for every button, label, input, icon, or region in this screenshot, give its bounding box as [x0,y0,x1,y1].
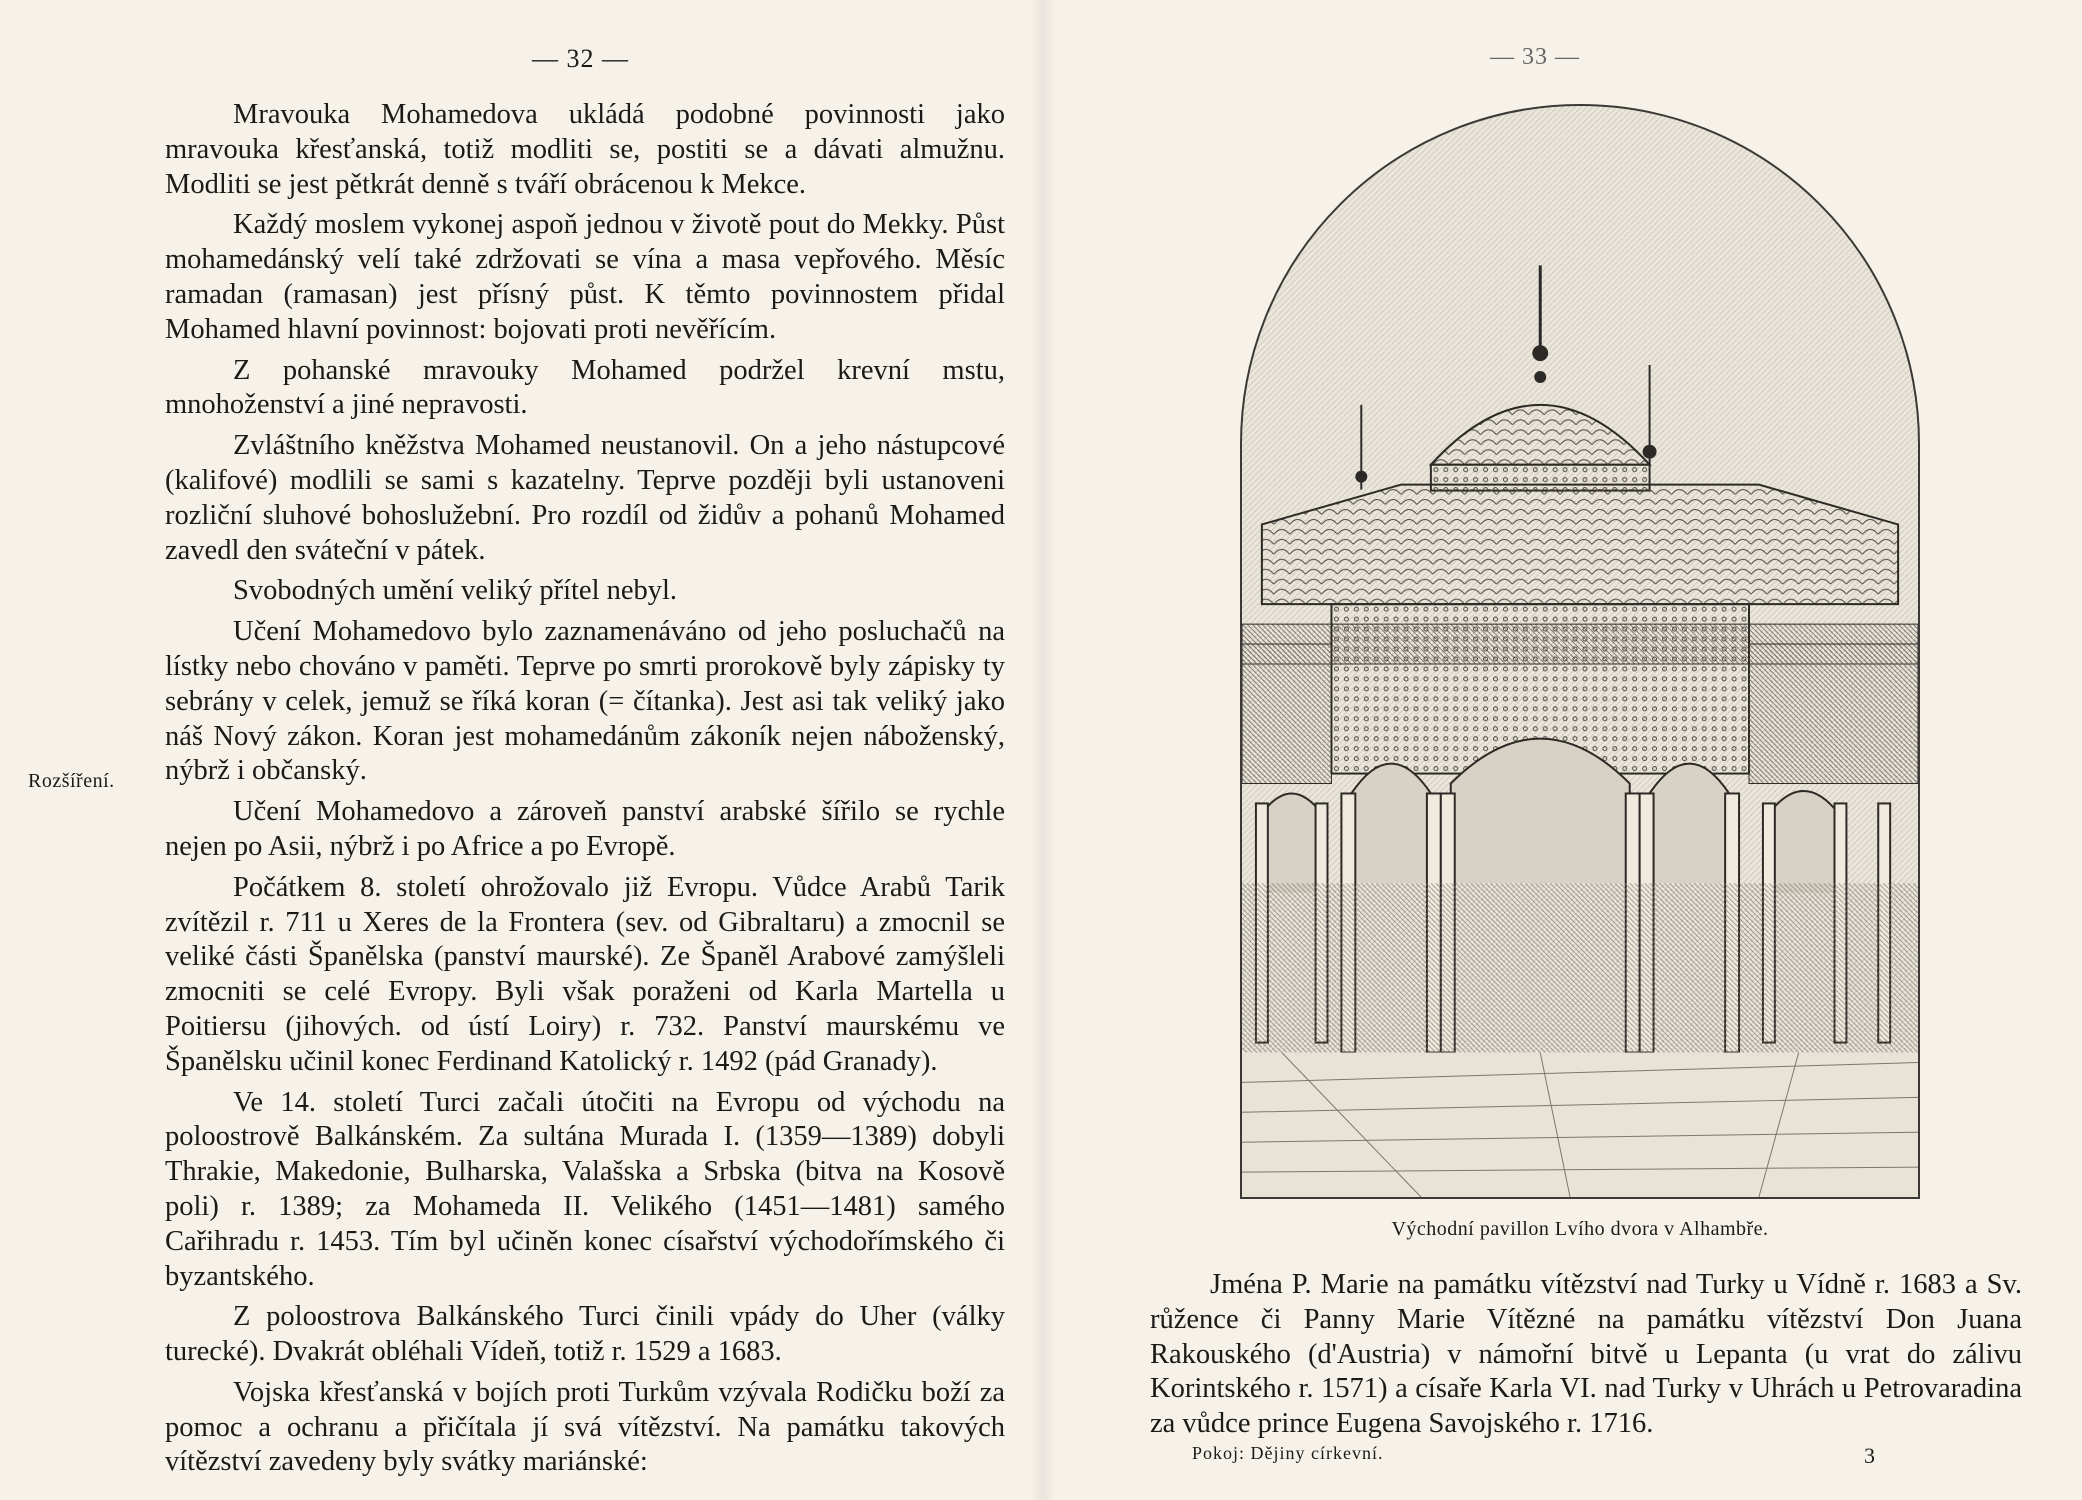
paragraph: Z poloostrova Balkánského Turci činili vpády do Uher (války turecké). Dvakrát obléhali Vídeň, totiž r. 1529 a 1683. [165,1301,1005,1368]
paragraph: Počátkem 8. století ohrožovalo již Evropu. Vůdce Arabů Tarik zvítězil r. 711 u Xeres de la Frontera (sev. od Gibraltaru) a zmocnil se veliké části Španělska (panství maurské). Ze Španěl Arabové zamýšleli zmocniti se celé Evropy. Byli však poraženi od Karla Martella u Poitiersu (jihových. od ústí Loiry) r. 732. Panství maurskému ve Španělsku učinil konec Ferdinand Katolický r. 1492 (pád Granady). [165,871,1005,1077]
courtyard-floor [1242,1053,1918,1197]
left-page-text [165,98,1005,1480]
alhambra-illustration [1240,104,1920,1199]
paragraph: Učení Mohamedovo a zároveň panství arabské šířilo se rychle nejen po Asii, nýbrž i po Africe a po Evropě. [165,796,1005,862]
paragraph: Ve 14. století Turci začali útočiti na Evropu od východu na poloostrově Balkánském. Za sultána Murada I. (1359—1389) dobyli Thrakie, Makedonie, Bulharska, Valašska a Srbska (bitva na Kosově poli) r. 1389; za Mohameda II. Velikého (1451—1481) samého Cařihradu r. 1453. Tím byl učiněn konec císařství východořímského či byzantského. [165,1086,1005,1292]
left-page [0,0,1040,1500]
page-number-left: — 32 — [532,44,629,73]
paragraph: Učení Mohamedovo bylo zaznamenáváno od jeho posluchačů na lístky nebo chováno v paměti. Teprve po smrti prorokově byly zápisky ty sebrány v celek, jemuž se říká koran (= čítanka). Jest asi tak veliký jako náš Nový zákon. Koran jest mohamedánům zákoník nejen náboženský, nýbrž i občanský. [165,616,1005,787]
paragraph: Z pohanské mravouky Mohamed podržel krevní mstu, mnohoženství a jiné nepravosti. [165,354,1005,421]
paragraph: Vojska křesťanská v bojích proti Turkům vzývala Rodičku boží za pomoc a ochranu a přičítala jí svá vítězství. Na památku takových vítězství zavedeny byly svátky mariánské: [165,1376,1005,1478]
figure-caption: Východní pavillon Lvího dvora v Alhambře. [1391,1218,1769,1240]
paragraph: Jména P. Marie na památku vítězství nad Turky u Vídně r. 1683 a Sv. růžence či Panny Marie Vítězné na památku vítězství Don Juana Rakouského (d'Austria) v námořní bitvě u Lepanta (u vrat do zálivu Korintského r. 1571) a císaře Karla VI. nad Turky v Uhrách u Petrovaradina za vůdce prince Eugena Savojského r. 1716. [1150,1269,2022,1440]
paragraph: Svobodných umění veliký přítel nebyl. [233,575,678,607]
margin-note-rozsireni: Rozšíření. [28,770,115,792]
signature-mark: 3 [1864,1443,1876,1468]
paragraph: Mravouka Mohamedova ukládá podobné povinnosti jako mravouka křesťanská, totiž modliti se, postiti se a dávati almužnu. Modliti se jest pětkrát denně s tváří obrácenou k Mekce. [165,99,1005,200]
page-number-right: — 33 — [1490,44,1580,70]
footer-title: Pokoj: Dějiny církevní. [1192,1443,1384,1463]
right-page [1040,0,2082,1500]
paragraph: Každý moslem vykonej aspoň jednou v životě pout do Mekky. Půst mohamedánský velí také zdržovati se vína a masa vepřového. Měsíc ramadan (ramasan) jest přísný půst. K těmto povinnostem přidal Mohamed hlavní povinnost: bojovati proti nevěřícím. [165,209,1005,345]
right-page-text [1150,1268,2022,1442]
paragraph: Zvláštního kněžstva Mohamed neustanovil. On a jeho nástupcové (kalifové) modlili se sami s kazatelny. Teprve později byli ustanoveni rozliční sluhové bohoslužební. Pro rozdíl od židův a pohanů Mohamed zavedl den sváteční v pátek. [165,430,1005,566]
